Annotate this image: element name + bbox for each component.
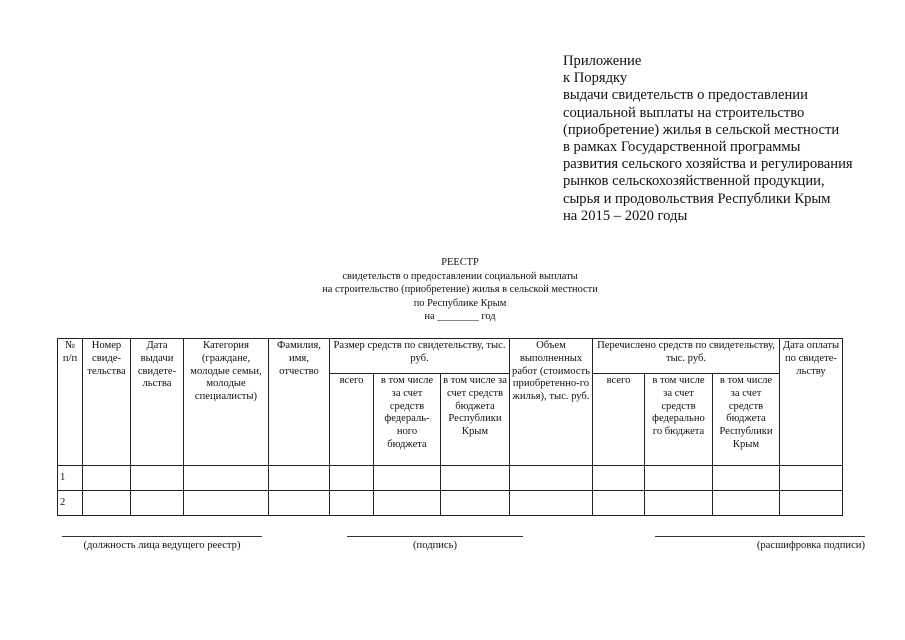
appendix-line: в рамках Государственной программы	[563, 139, 801, 156]
col-header-cert-number: Номер свиде-тельства	[83, 339, 131, 466]
table-cell	[131, 466, 184, 491]
col-header-amount-federal: в том числе за счет средств федераль-ного бюджета	[374, 374, 441, 466]
col-header-issue-date: Дата выдачи свидете-льства	[131, 339, 184, 466]
table-cell	[184, 466, 269, 491]
appendix-line: (приобретение) жилья в сельской местности	[563, 121, 840, 138]
appendix-line: Приложение	[563, 53, 642, 69]
signature-sign-block	[347, 536, 523, 551]
signature-position-block	[62, 536, 262, 551]
col-header-transferred-federal: в том числе за счет средств федерально го бюджета	[645, 374, 713, 466]
signature-decoding-block	[655, 536, 865, 551]
table-cell	[510, 491, 593, 516]
appendix-line: на 2015 – 2020 годы	[563, 207, 688, 224]
table-cell	[441, 491, 510, 516]
appendix-block	[563, 53, 853, 225]
col-header-transferred-republic: в том числе за счет средств бюджета Республики Крым	[713, 374, 780, 466]
table-cell	[374, 466, 441, 491]
table-cell	[83, 466, 131, 491]
signature-position-caption: (должность лица ведущего реестр)	[83, 540, 241, 551]
table-cell	[269, 466, 330, 491]
table-cell	[374, 491, 441, 516]
table-cell	[593, 466, 645, 491]
row-number: 2	[58, 491, 83, 516]
registry-table	[57, 338, 843, 516]
table-cell	[330, 466, 374, 491]
col-header-fio: Фамилия, имя, отчество	[269, 339, 330, 466]
table-cell	[510, 466, 593, 491]
signature-position-line	[62, 536, 262, 537]
row-number: 1	[58, 466, 83, 491]
col-header-transferred-total: всего	[593, 374, 645, 466]
table-cell	[269, 491, 330, 516]
registry-year-line: на ________ год	[424, 311, 496, 323]
table-cell	[441, 466, 510, 491]
col-header-amount-group: Размер средств по свидетельству, тыс. руб.	[330, 339, 510, 374]
table-cell	[83, 491, 131, 516]
table-cell	[645, 466, 713, 491]
registry-heading: РЕЕСТР	[441, 257, 479, 268]
registry-subtitle-line: свидетельств о предоставлении социальной выплаты	[342, 270, 578, 282]
col-header-amount-republic: в том числе за счет средств бюджета Республики Крым	[441, 374, 510, 466]
table-row	[58, 491, 843, 516]
appendix-line: сырья и продовольствия Республики Крым	[563, 190, 831, 207]
signature-decoding-line	[655, 536, 865, 537]
appendix-line: социальной выплаты на строительство	[563, 104, 805, 121]
appendix-line: выдачи свидетельств о предоставлении	[563, 87, 808, 104]
table-row	[58, 466, 843, 491]
table-cell	[593, 491, 645, 516]
table-cell	[131, 491, 184, 516]
table-cell	[330, 491, 374, 516]
col-header-category: Категория (граждане, молодые семьи, молодые специалисты)	[184, 339, 269, 466]
registry-subtitle-line: по Республике Крым	[413, 297, 507, 309]
appendix-line: к Порядку	[563, 70, 628, 87]
signature-sign-line	[347, 536, 523, 537]
col-header-transferred-group: Перечислено средств по свидетельству, тыс. руб.	[593, 339, 780, 374]
header-row	[58, 339, 843, 374]
col-header-num: № п/п	[58, 339, 83, 466]
col-header-amount-total: всего	[330, 374, 374, 466]
table-cell	[780, 491, 843, 516]
table-cell	[780, 466, 843, 491]
registry-subtitle-line: на строительство (приобретение) жилья в сельской местности	[322, 284, 598, 296]
table-cell	[184, 491, 269, 516]
signature-decoding-caption: (расшифровка подписи)	[756, 540, 865, 551]
signature-sign-caption: (подпись)	[413, 540, 457, 551]
registry-title	[250, 256, 670, 324]
appendix-line: рынков сельскохозяйственной продукции,	[563, 173, 825, 190]
appendix-line: развития сельского хозяйства и регулирования	[563, 156, 853, 173]
col-header-work-volume: Объем выполненных работ (стоимость приобретенно-го жилья), тыс. руб.	[510, 339, 593, 466]
table-cell	[713, 466, 780, 491]
col-header-payment-date: Дата оплаты по свидете-льству	[780, 339, 843, 466]
table-cell	[713, 491, 780, 516]
table-cell	[645, 491, 713, 516]
